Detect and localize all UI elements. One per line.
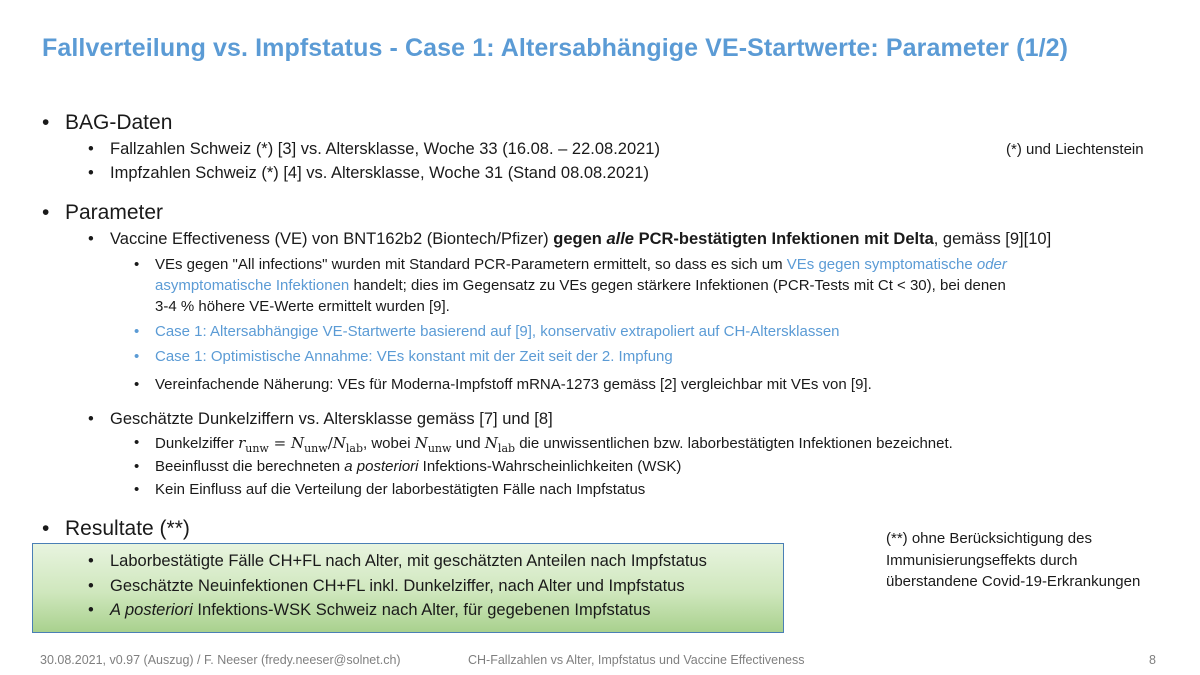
bullet-dot: • [134, 376, 140, 393]
footer-author: 30.08.2021, v0.97 (Auszug) / F. Neeser (fredy.neeser@solnet.ch) [40, 653, 401, 667]
ve-text-bold-italic: alle [606, 230, 634, 248]
formula-n-unw [414, 434, 452, 455]
bullet-case1-optimistisch [134, 348, 673, 365]
bullet-dunkelziffern [88, 410, 553, 429]
page-number: 8 [1149, 653, 1156, 667]
formula-n3: N [414, 434, 428, 452]
result-2-text: Geschätzte Neuinfektionen CH+FL inkl. Dunkelziffer, nach Alter und Impfstatus [110, 577, 685, 595]
bullet-resultate [42, 517, 190, 541]
bullet-dunkelziffer-formula [134, 434, 953, 455]
formula-slash: / [327, 434, 333, 452]
results-footnote [886, 528, 1140, 593]
all-infections-line2 [155, 277, 1006, 294]
bullet-dot: • [134, 458, 140, 475]
ve-text-bold2: PCR-bestätigten Infektionen mit Delta [633, 230, 934, 248]
dunkelziffer-post: die unwissentlichen bzw. laborbestätigten Infektionen bezeichnet. [515, 435, 953, 452]
bullet-dot: • [134, 481, 140, 498]
bullet-all-infections [134, 256, 1007, 273]
all-infections-line1b: VEs gegen symptomatische [786, 256, 977, 273]
formula-n2: N [332, 434, 346, 452]
dunkelziffer-und: und [451, 435, 485, 452]
formula-sub-unw3: unw [427, 442, 452, 455]
formula-sub-unw: unw [245, 442, 269, 455]
formula-n-lab [484, 434, 516, 455]
results-footnote-line2: Immunisierungseffekts durch [886, 551, 1078, 569]
formula-n1: N [290, 434, 305, 452]
bullet-dot: • [42, 517, 50, 540]
all-infections-line1a: VEs gegen "All infections" wurden mit Standard PCR-Parametern ermittelt, so dass es sich um [155, 256, 787, 273]
formula-eq: = [268, 434, 291, 452]
bullet-result-neuinfektionen [88, 577, 685, 596]
bullet-dot: • [134, 323, 140, 340]
fallzahlen-text: Fallzahlen Schweiz (*) [3] vs. Altersklasse, Woche 33 (16.08. – 22.08.2021) [110, 140, 660, 158]
bullet-result-a-posteriori [88, 601, 651, 620]
liechtenstein-note: (*) und Liechtenstein [1006, 141, 1144, 158]
bullet-dot: • [88, 601, 94, 619]
bullet-beeinflusst [134, 458, 682, 475]
beeinflusst-italic: a posteriori [344, 458, 419, 475]
impfzahlen-text: Impfzahlen Schweiz (*) [4] vs. Altersklasse, Woche 31 (Stand 08.08.2021) [110, 164, 649, 182]
resultate-heading: Resultate (**) [65, 517, 190, 540]
results-footnote-line1: (**) ohne Berücksichtigung des [886, 530, 1092, 547]
bag-heading: BAG-Daten [65, 111, 173, 134]
bullet-fallzahlen [88, 140, 660, 159]
bullet-dot: • [88, 410, 94, 428]
formula-sub-lab: lab [345, 442, 363, 455]
beeinflusst-post: Infektions-Wahrscheinlichkeiten (WSK) [418, 458, 682, 475]
dunkelziffer-pre: Dunkelziffer [155, 435, 239, 452]
bullet-dot: • [42, 201, 50, 224]
case1-optimistisch-text: Case 1: Optimistische Annahme: VEs konstant mit der Zeit seit der 2. Impfung [155, 348, 673, 365]
bullet-dot: • [42, 111, 50, 134]
all-infections-line2b: handelt; dies im Gegensatz zu VEs gegen stärkere Infektionen (PCR-Tests mit Ct < 30), bei denen [349, 277, 1006, 294]
ve-text-post: , gemäss [9][10] [933, 230, 1052, 248]
bullet-vereinfachende-naeherung [134, 376, 872, 393]
bullet-dot: • [134, 256, 140, 273]
bullet-dot: • [134, 434, 140, 451]
footer-title: CH-Fallzahlen vs Alter, Impfstatus und Vaccine Effectiveness [468, 653, 805, 667]
bullet-dot: • [134, 348, 140, 365]
bullet-kein-einfluss [134, 481, 646, 498]
all-infections-line3: 3-4 % höhere VE-Werte ermittelt wurden [9]. [155, 298, 450, 315]
slide-title: Fallverteilung vs. Impfstatus - Case 1: Altersabhängige VE-Startwerte: Parameter (1/2) [42, 34, 1069, 62]
bullet-dot: • [88, 164, 94, 182]
result-1-text: Laborbestätigte Fälle CH+FL nach Alter, mit geschätzten Anteilen nach Impfstatus [110, 552, 707, 570]
parameter-heading: Parameter [65, 201, 164, 224]
all-infections-line2a: asymptomatische Infektionen [155, 277, 350, 294]
case1-startwerte-text: Case 1: Altersabhängige VE-Startwerte basierend auf [9], konservativ extrapoliert auf CH-Altersklassen [155, 323, 840, 340]
beeinflusst-pre: Beeinflusst die berechneten [155, 458, 345, 475]
naeherung-text: Vereinfachende Näherung: VEs für Moderna-Impfstoff mRNA-1273 gemäss [2] vergleichbar mit VEs von [9]. [155, 376, 872, 393]
bullet-dot: • [88, 140, 94, 158]
bullet-result-laborbestaetigt [88, 552, 707, 571]
formula-r: r [238, 434, 246, 452]
formula-n4: N [484, 434, 498, 452]
bullet-parameter [42, 201, 164, 225]
bullet-dot: • [88, 577, 94, 595]
formula [238, 434, 363, 455]
ve-text-bold1: gegen [553, 230, 607, 248]
bullet-impfzahlen [88, 164, 649, 183]
all-infections-oder: oder [976, 256, 1007, 273]
dunkelziffer-mid: , wobei [363, 435, 415, 452]
bullet-bag-daten [42, 111, 173, 135]
result-3-text: Infektions-WSK Schweiz nach Alter, für gegebenen Impfstatus [192, 601, 651, 619]
kein-einfluss-text: Kein Einfluss auf die Verteilung der laborbestätigten Fälle nach Impfstatus [155, 481, 646, 498]
dunkelziffern-heading: Geschätzte Dunkelziffern vs. Altersklasse gemäss [7] und [8] [110, 410, 553, 428]
bullet-dot: • [88, 552, 94, 570]
bullet-case1-startwerte [134, 323, 840, 340]
ve-text-pre: Vaccine Effectiveness (VE) von BNT162b2 (Biontech/Pfizer) [110, 230, 554, 248]
results-footnote-line3: überstandene Covid-19-Erkrankungen [886, 573, 1141, 590]
bullet-vaccine-effectiveness [88, 230, 1052, 249]
result-3-italic: A posteriori [110, 601, 193, 619]
bullet-dot: • [88, 230, 94, 248]
formula-sub-lab2: lab [497, 442, 516, 455]
formula-sub-unw2: unw [304, 442, 328, 455]
